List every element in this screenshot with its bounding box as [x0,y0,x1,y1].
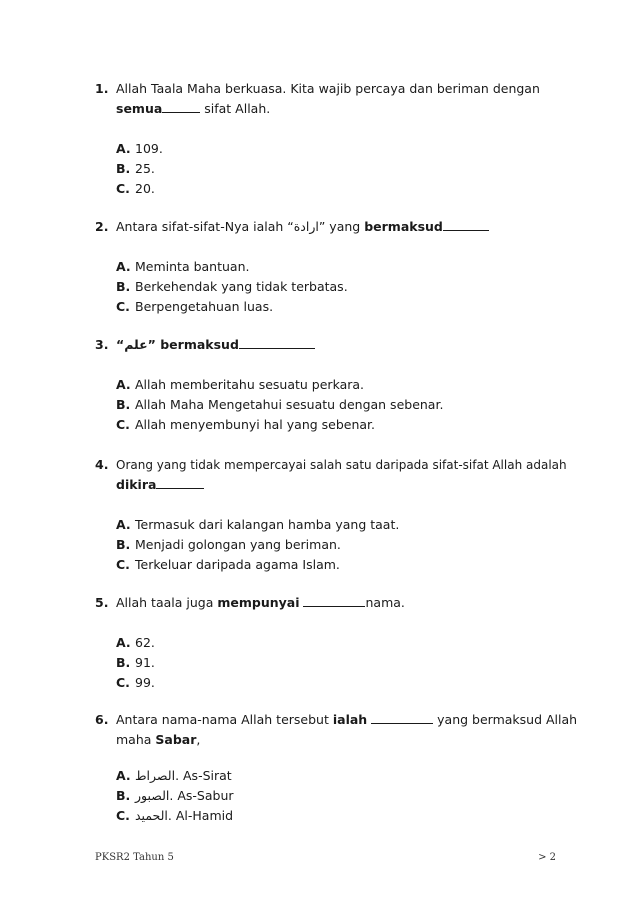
option-a[interactable]: A. 62. [116,635,155,650]
question-number: 1. [95,81,109,96]
option-c[interactable]: C. 99. [116,675,155,690]
question-5 [95,593,565,693]
answer-blank[interactable] [156,476,204,489]
question-number: 3. [95,337,109,352]
options-list [116,257,565,317]
option-a[interactable]: A. Meminta bantuan. [116,259,250,274]
option-a[interactable]: A. Termasuk dari kalangan hamba yang taat. [116,517,400,532]
option-c[interactable]: C. الحميد. Al-Hamid [116,808,234,823]
question-text: Orang yang tidak mempercayai salah satu daripada sifat-sifat Allah adalah dikira [116,458,567,492]
question-text: Antara sifat-sifat-Nya ialah “ارادة” yang bermaksud [116,217,565,237]
options-list [116,633,565,693]
options-list [116,766,565,826]
answer-blank[interactable] [303,594,365,607]
option-b[interactable]: B. Allah Maha Mengetahui sesuatu dengan sebenar. [116,397,444,412]
question-2 [95,217,565,317]
answer-blank[interactable] [443,218,489,231]
option-a[interactable]: A. 109. [116,141,163,156]
option-b[interactable]: B. 91. [116,655,155,670]
footer-page-number: > 2 [538,852,556,863]
option-b[interactable]: B. Menjadi golongan yang beriman. [116,537,341,552]
option-c[interactable]: C. 20. [116,181,155,196]
option-b[interactable]: B. Berkehendak yang tidak terbatas. [116,279,348,294]
option-a[interactable]: A. الصراط. As-Sirat [116,768,232,783]
options-list [116,375,565,435]
answer-blank[interactable] [239,336,315,349]
question-3 [95,335,565,435]
options-list [116,515,565,575]
footer-left: PKSR2 Tahun 5 [95,852,174,863]
option-c[interactable]: C. Allah menyembunyi hal yang sebenar. [116,417,376,432]
option-c[interactable]: C. Berpengetahuan luas. [116,299,274,314]
option-c[interactable]: C. Terkeluar daripada agama Islam. [116,557,340,572]
question-6 [95,710,578,826]
question-1 [95,79,565,199]
answer-blank[interactable] [371,711,433,724]
question-number: 5. [95,595,109,610]
option-b[interactable]: B. 25. [116,161,155,176]
option-a[interactable]: A. Allah memberitahu sesuatu perkara. [116,377,365,392]
answer-blank[interactable] [162,100,200,113]
question-4 [95,455,565,575]
option-b[interactable]: B. الصبور. As-Sabur [116,788,234,803]
question-text: “علم” bermaksud [116,335,565,355]
question-text: Antara nama-nama Allah tersebut ialah yang bermaksud Allah maha Sabar, [116,712,578,747]
options-list [116,139,565,199]
question-number: 2. [95,219,109,234]
question-number: 4. [95,457,109,472]
question-text: Allah taala juga mempunyai nama. [116,595,405,610]
question-number: 6. [95,712,109,727]
question-text: Allah Taala Maha berkuasa. Kita wajib percaya dan beriman dengan semua sifat Allah. [116,81,540,116]
